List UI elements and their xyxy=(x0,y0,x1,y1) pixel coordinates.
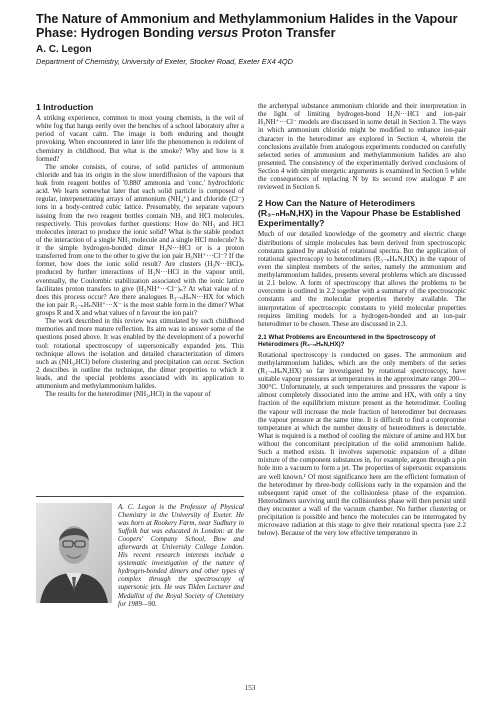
author-affiliation: Department of Chemistry, University of Exeter, Stocker Road, Exeter EX4 4QD xyxy=(36,57,293,66)
intro-paragraph-1: A striking experience, common to most young chemists, is the veil of white fog that hangs eerily over the benches of a school laboratory after a period of vacant calm. The image is both enduring and thought provoking. When encountered in later life the phenomenon is redolent of chemistry in childhood. But what is the smoke? Why and how is it formed? xyxy=(36,114,244,163)
page-number: 153 xyxy=(244,684,256,692)
portrait-image xyxy=(36,503,112,603)
intro-paragraph-2: The smoke consists, of course, of solid particles of ammonium chloride and has its origin in the slow interdiffusion of the vapours that leak from reagent bottles of '0.880' ammonia and 'conc.' hydrochloric acid. We learn somewhat later that each solid particle is composed of regular, interpenetrating arrays of ammonium (NH₄⁺) and chloride (Cl⁻) ions in a body-centred cubic lattice. Presumably, the separate vapours issuing from the two reagent bottles contain NH₃ and HCl molecules, respectively. This provokes further questions: How do NH₃ and HCl molecules interact to produce the ionic solid? What is the stable product of the interaction of a single NH₃ molecule and a single HCl molecule? Is it the simple hydrogen-bonded dimer H₃N···HCl or is a proton transferred from one to the other to give the ion pair H₃NH⁺···Cl⁻? If the former, how does the ionic solid result? Are clusters (H₃N···HCl)ₙ produced by further interactions of H₃N···HCl in the vapour until, eventually, the Coulombic stabilization associated with the ionic lattice facilitates proton transfers to give (H₃NH⁺···Cl⁻)ₙ? At what value of n does this process occur? Are there analogues R₃₋ₙHₙN···HX for which the ion pair R₃₋ₙHₙNH⁺···X⁻ is the most stable form in the dimer? What groups R and X and what values of n favour the ion pair? xyxy=(36,162,244,317)
intro-paragraph-3: The work described in this review was stimulated by such childhood memories and more mature reflection. Its aim was to answer some of the questions posed above. It was enabled by the development of a powerful tool: rotational spectroscopy of supersonically expanded jets. This technique allows the isolation and detailed characterization of dimers such as (NH₃,HCl) before clustering and precipitation can occur. Section 2 describes in outline the technique, the dimer properties to which it leads, and the special problems associated with its application to ammonium and methylammonium halides. xyxy=(36,317,244,391)
title-versus: versus xyxy=(197,26,239,40)
right-paragraph-1: the archetypal substance ammonium chloride and their interpretation in the light of limiting hydrogen-bond H₃N···HCl and ion-pair H₃NH⁺···Cl⁻ models are discussed in some detail in Section 3. The ways in which ammonium chloride might be modified to enhance ion-pair character in the heterodimer are explored in Section 4, wherein the conclusions available from analogous experiments conducted on carefully selected series of ammonium and methylammonium halides are also presented. The consistency of the experimentally derived conclusions of Section 4 with simple energetic arguments is examined in Section 5 while the consequences of replacing N by its second row analogue P are reviewed in Section 6. xyxy=(258,102,466,192)
intro-paragraph-4: The results for the heterodimer (NH₃,HCl) in the vapour of xyxy=(45,390,211,399)
subsection-2-1-paragraph: Rotational spectroscopy is conducted on gases. The ammonium and methylammonium halides, which are the only members of the series (R₃₋ₙHₙN,HX) so far investigated by rotational spectroscopy, have suitable vapour pressures at temperatures in the approximate range 200—300°C. Unfortunately, at such temperatures and pressures the vapour is almost completely dissociated into the amine and HX, with only a tiny fraction of the equilibrium mixture present as the heterodimer. Cooling the vapour will increase the mole fraction of heterodimer but decreases the vapour pressure at the same time. It is difficult to find a compromise temperature at which the number density of heterodimers is detectable. What is required is a method of cooling the mixture of amine and HX but without the concomitant precipitation of the solid ammonium halide. Such a method exists. It involves supersonic expansion of a dilute mixture of the component substances in, for example, argon through a pin hole into a vacuum to form a jet. The properties of supersonic expansions are well known.¹ Of most significance here are the efficient formation of the heterodimer by three-body collisions early in the expansion and the subsequent rapid onset of the collisionless phase of the expansion. Heterodimers surviving until the collisionless phase will then persist until they encounter a wall of the vacuum chamber. No further clustering or precipitation is possible and hence the molecules can be interrogated by microwave radiation at this stage to give their rotational spectra (see 2.2 below). Because of the very low effective temperature in xyxy=(258,350,466,538)
subsection-2-1-heading: 2.1 What Problems are Encountered in the Spectroscopy of Heterodimers (R₃₋ₙHₙN,HX)? xyxy=(258,333,436,349)
section-2-heading: 2 How Can the Nature of Heterodimers (R₃₋ₙHₙN,HX) in the Vapour Phase be Established Experimentally? xyxy=(258,198,461,229)
section-1-heading: 1 Introduction xyxy=(36,102,94,112)
author-bio-box xyxy=(36,496,244,608)
section-2-paragraph: Much of our detailed knowledge of the geometry and electric charge distributions of simple molecules has been derived from spectroscopic constants gained by analysis of rotational spectra. But the application of rotational spectroscopy to heterodimers (R₃₋ₙHₙN,HX) in the vapour of even the simplest members of the series, namely the ammonium and methylammonium halides, presents several problems which are discussed in 2.1 below. A form of spectroscopy that allows the problems to be overcome is outlined in 2.2 together with a summary of the spectroscopic constants and the molecular properties thereby available. The interpretation of spectroscopic constants to yield molecular properties requires limiting models for a hydrogen-bonded and an ion-pair heterodimer to be chosen. These are discussed in 2.3. xyxy=(258,230,466,328)
author-portrait xyxy=(36,503,112,603)
left-column xyxy=(36,102,244,398)
author-name: A. C. Legon xyxy=(36,44,92,55)
right-column xyxy=(258,102,466,538)
article-title: The Nature of Ammonium and Methylammonium Halides in the Vapour Phase: Hydrogen Bonding versus Proton Transfer xyxy=(36,12,458,40)
author-bio-text: A. C. Legon is the Professor of Physical Chemistry in the University of Exeter. He was born at Rookery Farm, near Sudbury in Suffolk but was educated in London: at the Coopers' Company School, Bow and afterwards at University College London. His recent research interests include a systematic investigation of the nature of hydrogen-bonded dimers and other types of complex through the spectroscopy of supersonic jets. He was Tilden Lecturer and Medallist of the Royal Society of Chemistry for 1989—90. xyxy=(118,503,244,608)
